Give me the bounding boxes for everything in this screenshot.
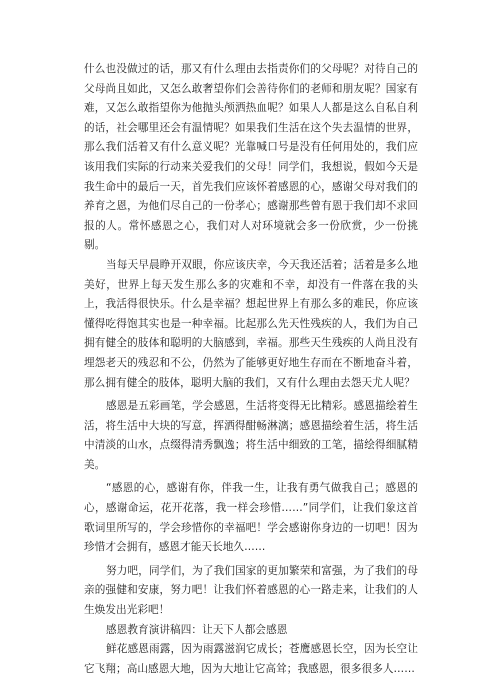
paragraph-parents: 什么也没做过的话，那又有什么理由去指责你们的父母呢？对待自己的父母尚且如此，又怎么敢奢望你们会善待你们的老师和朋友呢？国家有难，又怎么敢指望你为他抛头颅洒热血呢？如果人人都是这么自私自利的话，社会哪里还会有温情呢？如果我们生活在这个失去温情的世界，那么我们活着又有什么意义呢？光靠喊口号是没有任何用处的，我们应该用我们实际的行动来关爱我们的父母！同学们，我想说，假如今天是我生命中的最后一天，首先我们应该怀着感恩的心，感谢父母对我们的养育之恩，为他们尽自己的一份孝心；感谢那些曾有恩于我们却不求回报的人。常怀感恩之心，我们对人对环境就会多一份欣赏，少一份挑剔。 — [84, 63, 418, 252]
paragraph-paintbrush: 感恩是五彩画笔，学会感恩，生活将变得无比精彩。感恩描绘着生活，将生活中大块的写意，挥洒得酣畅淋漓；感恩描绘着生活，将生活中清淡的山水，点缀得清秀飘逸；将生活中细致的工笔，描绘得细腻精美。 — [84, 400, 418, 471]
paragraph-encouragement: 努力吧，同学们，为了我们国家的更加繁荣和富强，为了我们的母亲的强健和安康，努力吧！让我们怀着感恩的心一路走来，让我们的人生焕发出光彩吧！ — [84, 564, 418, 617]
document-body — [84, 60, 418, 679]
paragraph-song-lyrics: “感恩的心，感谢有你，伴我一生，让我有勇气做我自己；感恩的心，感谢命运，花开花落，我一样会珍惜……”同学们，让我们象这首歌词里所写的，学会珍惜你的幸福吧！学会感谢你身边的一切吧！因为珍惜才会拥有，感恩才能天长地久…… — [84, 482, 418, 554]
section-heading: 感恩教育演讲稿四：让天下人都会感恩 — [106, 623, 288, 636]
paragraph-happiness: 当每天早晨睁开双眼，你应该庆幸，今天我还活着；活着是多么地美好，世界上每天发生那么多的灾难和不幸，却没有一件落在我的头上，我活得很快乐。什么是幸福？想起世界上有那么多的难民，你应该懂得吃得饱其实也是一种幸福。比起那么先天性残疾的人，我们为自己拥有健全的肢体和聪明的大脑感到，幸福。那些天生残疾的人尚且没有埋怨老天的残忍和不公，仍然为了能够更好地生存而在不断地奋斗着，那么拥有健全的肢体，聪明大脑的我们，又有什么理由去怨天尤人呢？ — [84, 258, 418, 389]
paragraph-gratitude-nature: 鲜花感恩雨露，因为雨露滋润它成长；苍鹰感恩长空，因为长空让它飞翔；高山感恩大地，因为大地让它高耸；我感恩，很多很多人…… — [84, 643, 418, 675]
